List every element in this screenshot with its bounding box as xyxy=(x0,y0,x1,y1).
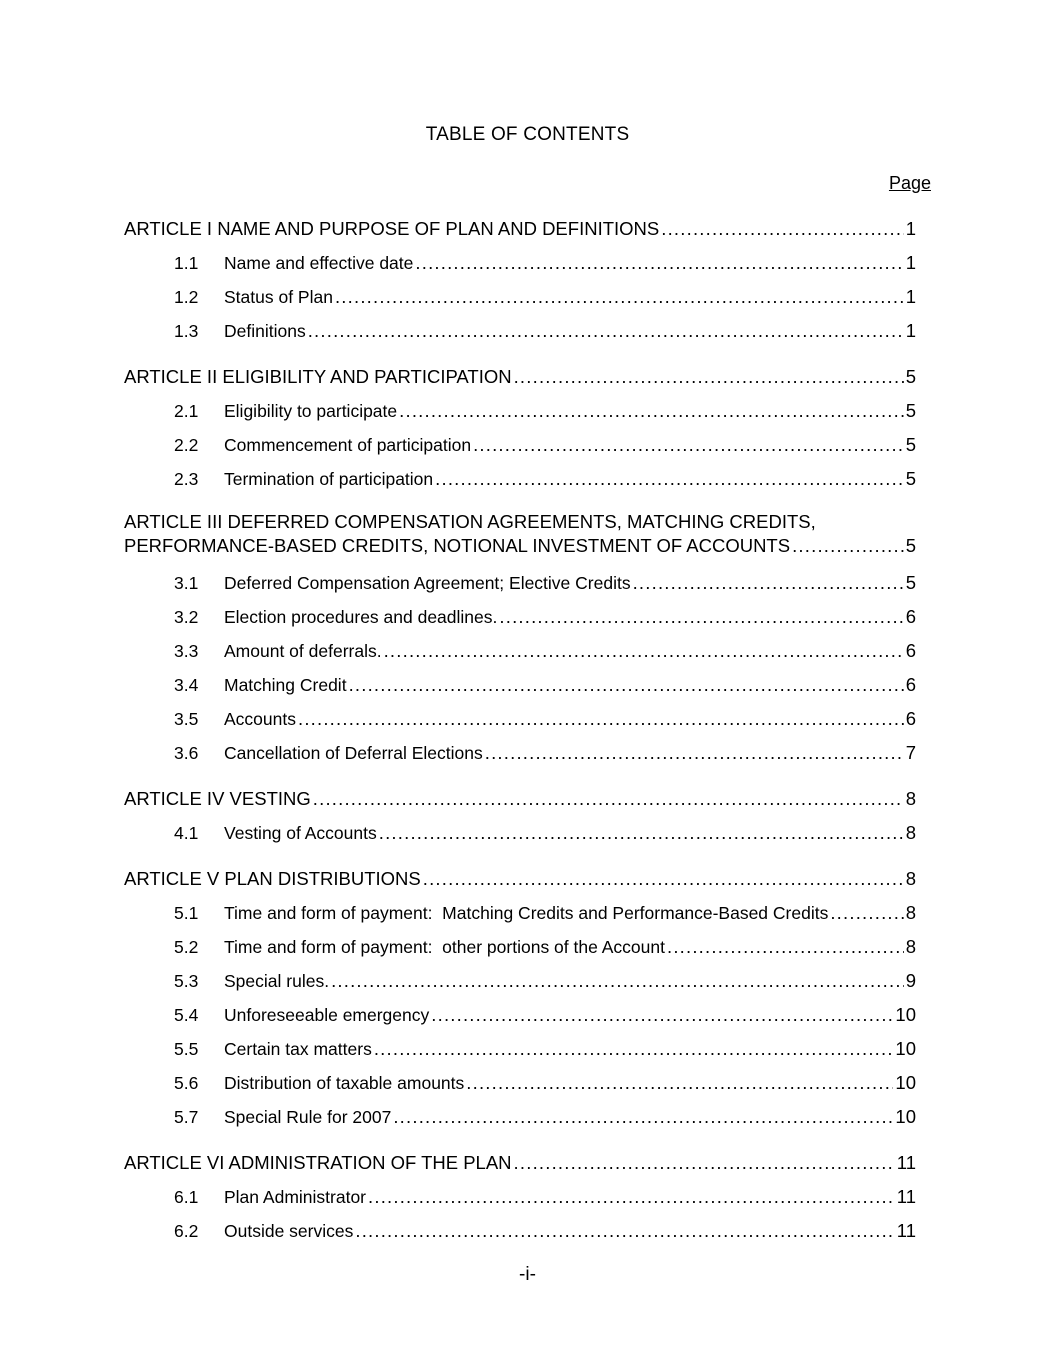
section-number: 1.1 xyxy=(174,253,199,273)
page-number: 5 xyxy=(905,366,916,387)
article-title: ARTICLE III DEFERRED COMPENSATION AGREEMENTS, MATCHING CREDITS, xyxy=(124,511,816,532)
page-number: 9 xyxy=(905,970,916,991)
section-title: Time and form of payment: Matching Credits and Performance-Based Credits xyxy=(224,903,829,923)
page-number: 11 xyxy=(896,1152,916,1173)
dot-leader xyxy=(393,1102,893,1132)
page-number: 6 xyxy=(905,674,916,695)
dot-leader xyxy=(466,1068,893,1098)
article-1 xyxy=(124,214,916,350)
toc-entry-section-3-1[interactable] xyxy=(124,568,916,602)
toc-entry-section-5-5[interactable] xyxy=(124,1034,916,1068)
section-number: 3.2 xyxy=(174,607,199,627)
toc-entry-article-3-line1[interactable] xyxy=(124,510,916,534)
section-title: Accounts xyxy=(224,709,296,729)
page-number: 5 xyxy=(905,535,916,556)
dot-leader xyxy=(308,316,904,346)
toc-entry-section-3-4[interactable] xyxy=(124,670,916,704)
section-title: Time and form of payment: other portions of the Account xyxy=(224,937,665,957)
section-number: 5.4 xyxy=(174,1005,199,1025)
article-title: ARTICLE IV VESTING xyxy=(124,788,311,809)
article-4 xyxy=(124,784,916,852)
page-number: 7 xyxy=(905,742,916,763)
page-number: 1 xyxy=(905,218,916,239)
toc-entry-section-5-1[interactable] xyxy=(124,898,916,932)
dot-leader xyxy=(331,966,904,996)
section-title: Distribution of taxable amounts xyxy=(224,1073,465,1093)
section-number: 2.1 xyxy=(174,401,199,421)
section-title: Special rules. xyxy=(224,971,330,991)
page-number: 10 xyxy=(895,1004,916,1025)
article-2 xyxy=(124,362,916,498)
dot-leader xyxy=(667,932,904,962)
section-number: 1.3 xyxy=(174,321,199,341)
toc-entry-section-3-5[interactable] xyxy=(124,704,916,738)
page-number: 8 xyxy=(905,788,916,809)
section-number: 5.3 xyxy=(174,971,199,991)
section-number: 1.2 xyxy=(174,287,199,307)
article-title-continued: PERFORMANCE-BASED CREDITS, NOTIONAL INVESTMENT OF ACCOUNTS xyxy=(124,535,791,556)
toc-entry-section-2-2[interactable] xyxy=(124,430,916,464)
page-number: 8 xyxy=(905,822,916,843)
section-title: Commencement of participation xyxy=(224,435,472,455)
section-title: Matching Credit xyxy=(224,675,347,695)
dot-leader xyxy=(379,818,904,848)
toc-entry-section-6-1[interactable] xyxy=(124,1182,916,1216)
dot-leader xyxy=(349,670,904,700)
section-title: Status of Plan xyxy=(224,287,333,307)
page-number: 10 xyxy=(895,1072,916,1093)
toc-entry-section-1-2[interactable] xyxy=(124,282,916,316)
dot-leader xyxy=(499,602,903,632)
section-number: 5.6 xyxy=(174,1073,199,1093)
page-number: 1 xyxy=(905,320,916,341)
section-title: Eligibility to participate xyxy=(224,401,398,421)
page-number: 5 xyxy=(905,572,916,593)
dot-leader xyxy=(514,1148,895,1178)
toc-entry-section-1-3[interactable] xyxy=(124,316,916,350)
toc-entry-section-5-7[interactable] xyxy=(124,1102,916,1136)
article-title: ARTICLE VI ADMINISTRATION OF THE PLAN xyxy=(124,1152,512,1173)
page-column-header: Page xyxy=(888,173,931,193)
dot-leader xyxy=(485,738,904,768)
section-number: 2.3 xyxy=(174,469,199,489)
article-title: ARTICLE II ELIGIBILITY AND PARTICIPATION xyxy=(124,366,512,387)
section-title: Unforeseeable emergency xyxy=(224,1005,430,1025)
dot-leader xyxy=(661,214,903,244)
page-number: 10 xyxy=(895,1038,916,1059)
toc-entry-section-2-3[interactable] xyxy=(124,464,916,498)
section-title: Deferred Compensation Agreement; Elective Credits xyxy=(224,573,631,593)
section-number: 6.1 xyxy=(174,1187,199,1207)
section-title: Certain tax matters xyxy=(224,1039,372,1059)
section-number: 2.2 xyxy=(174,435,199,455)
page-number: 5 xyxy=(905,434,916,455)
toc-entry-section-1-1[interactable] xyxy=(124,248,916,282)
article-6 xyxy=(124,1148,916,1250)
dot-leader xyxy=(374,1034,894,1064)
section-title: Plan Administrator xyxy=(224,1187,367,1207)
article-3 xyxy=(124,510,916,772)
dot-leader xyxy=(633,568,904,598)
toc-entry-article-1[interactable] xyxy=(124,214,916,248)
dot-leader xyxy=(313,784,904,814)
toc-entry-section-6-2[interactable] xyxy=(124,1216,916,1250)
section-number: 5.2 xyxy=(174,937,199,957)
section-number: 3.6 xyxy=(174,743,199,763)
table-of-contents xyxy=(124,214,916,1250)
toc-entry-section-2-1[interactable] xyxy=(124,396,916,430)
toc-entry-section-4-1[interactable] xyxy=(124,818,916,852)
dot-leader xyxy=(298,704,904,734)
section-number: 3.4 xyxy=(174,675,199,695)
dot-leader xyxy=(473,430,904,460)
section-title: Vesting of Accounts xyxy=(224,823,377,843)
page-number: 11 xyxy=(896,1220,916,1241)
page-number: 5 xyxy=(905,468,916,489)
page-number: 1 xyxy=(905,286,916,307)
section-number: 6.2 xyxy=(174,1221,199,1241)
dot-leader xyxy=(415,248,903,278)
toc-entry-section-5-2[interactable] xyxy=(124,932,916,966)
page-number: 10 xyxy=(895,1106,916,1127)
section-title: Cancellation of Deferral Elections xyxy=(224,743,483,763)
page-number: 6 xyxy=(905,606,916,627)
page-footer-number: -i- xyxy=(519,1264,536,1285)
toc-entry-section-3-2[interactable] xyxy=(124,602,916,636)
dot-leader xyxy=(435,464,904,494)
section-number: 3.1 xyxy=(174,573,199,593)
page-number: 8 xyxy=(905,902,916,923)
dot-leader xyxy=(355,1216,894,1246)
section-number: 5.1 xyxy=(174,903,199,923)
page-number: 5 xyxy=(905,400,916,421)
toc-entry-article-2[interactable] xyxy=(124,362,916,396)
article-title: ARTICLE I NAME AND PURPOSE OF PLAN AND DEFINITIONS xyxy=(124,218,660,239)
article-5 xyxy=(124,864,916,1136)
section-number: 3.5 xyxy=(174,709,199,729)
toc-entry-section-3-3[interactable] xyxy=(124,636,916,670)
page-number: 8 xyxy=(905,936,916,957)
section-number: 5.5 xyxy=(174,1039,199,1059)
section-title: Termination of participation xyxy=(224,469,434,489)
toc-entry-article-5[interactable] xyxy=(124,864,916,898)
dot-leader xyxy=(423,864,904,894)
dot-leader xyxy=(368,1182,895,1212)
page-number: 1 xyxy=(905,252,916,273)
toc-entry-article-4[interactable] xyxy=(124,784,916,818)
dot-leader xyxy=(792,534,904,558)
page-number: 6 xyxy=(905,708,916,729)
dot-leader xyxy=(431,1000,893,1030)
page-number: 11 xyxy=(896,1186,916,1207)
toc-entry-section-5-4[interactable] xyxy=(124,1000,916,1034)
article-title: ARTICLE V PLAN DISTRIBUTIONS xyxy=(124,868,421,889)
section-title: Amount of deferrals. xyxy=(224,641,382,661)
dot-leader xyxy=(514,362,904,392)
page-number: 8 xyxy=(905,868,916,889)
toc-entry-article-3-line2[interactable] xyxy=(124,534,916,568)
toc-entry-article-6[interactable] xyxy=(124,1148,916,1182)
section-number: 4.1 xyxy=(174,823,199,843)
page-number: 6 xyxy=(905,640,916,661)
toc-entry-section-5-3[interactable] xyxy=(124,966,916,1000)
section-title: Special Rule for 2007 xyxy=(224,1107,392,1127)
toc-title: TABLE OF CONTENTS xyxy=(425,124,630,145)
dot-leader xyxy=(830,898,903,928)
section-number: 3.3 xyxy=(174,641,199,661)
toc-entry-section-3-6[interactable] xyxy=(124,738,916,772)
section-title: Election procedures and deadlines. xyxy=(224,607,498,627)
dot-leader xyxy=(384,636,904,666)
toc-entry-section-5-6[interactable] xyxy=(124,1068,916,1102)
dot-leader xyxy=(399,396,904,426)
section-title: Outside services xyxy=(224,1221,354,1241)
section-title: Name and effective date xyxy=(224,253,414,273)
section-number: 5.7 xyxy=(174,1107,199,1127)
dot-leader xyxy=(335,282,904,312)
section-title: Definitions xyxy=(224,321,306,341)
